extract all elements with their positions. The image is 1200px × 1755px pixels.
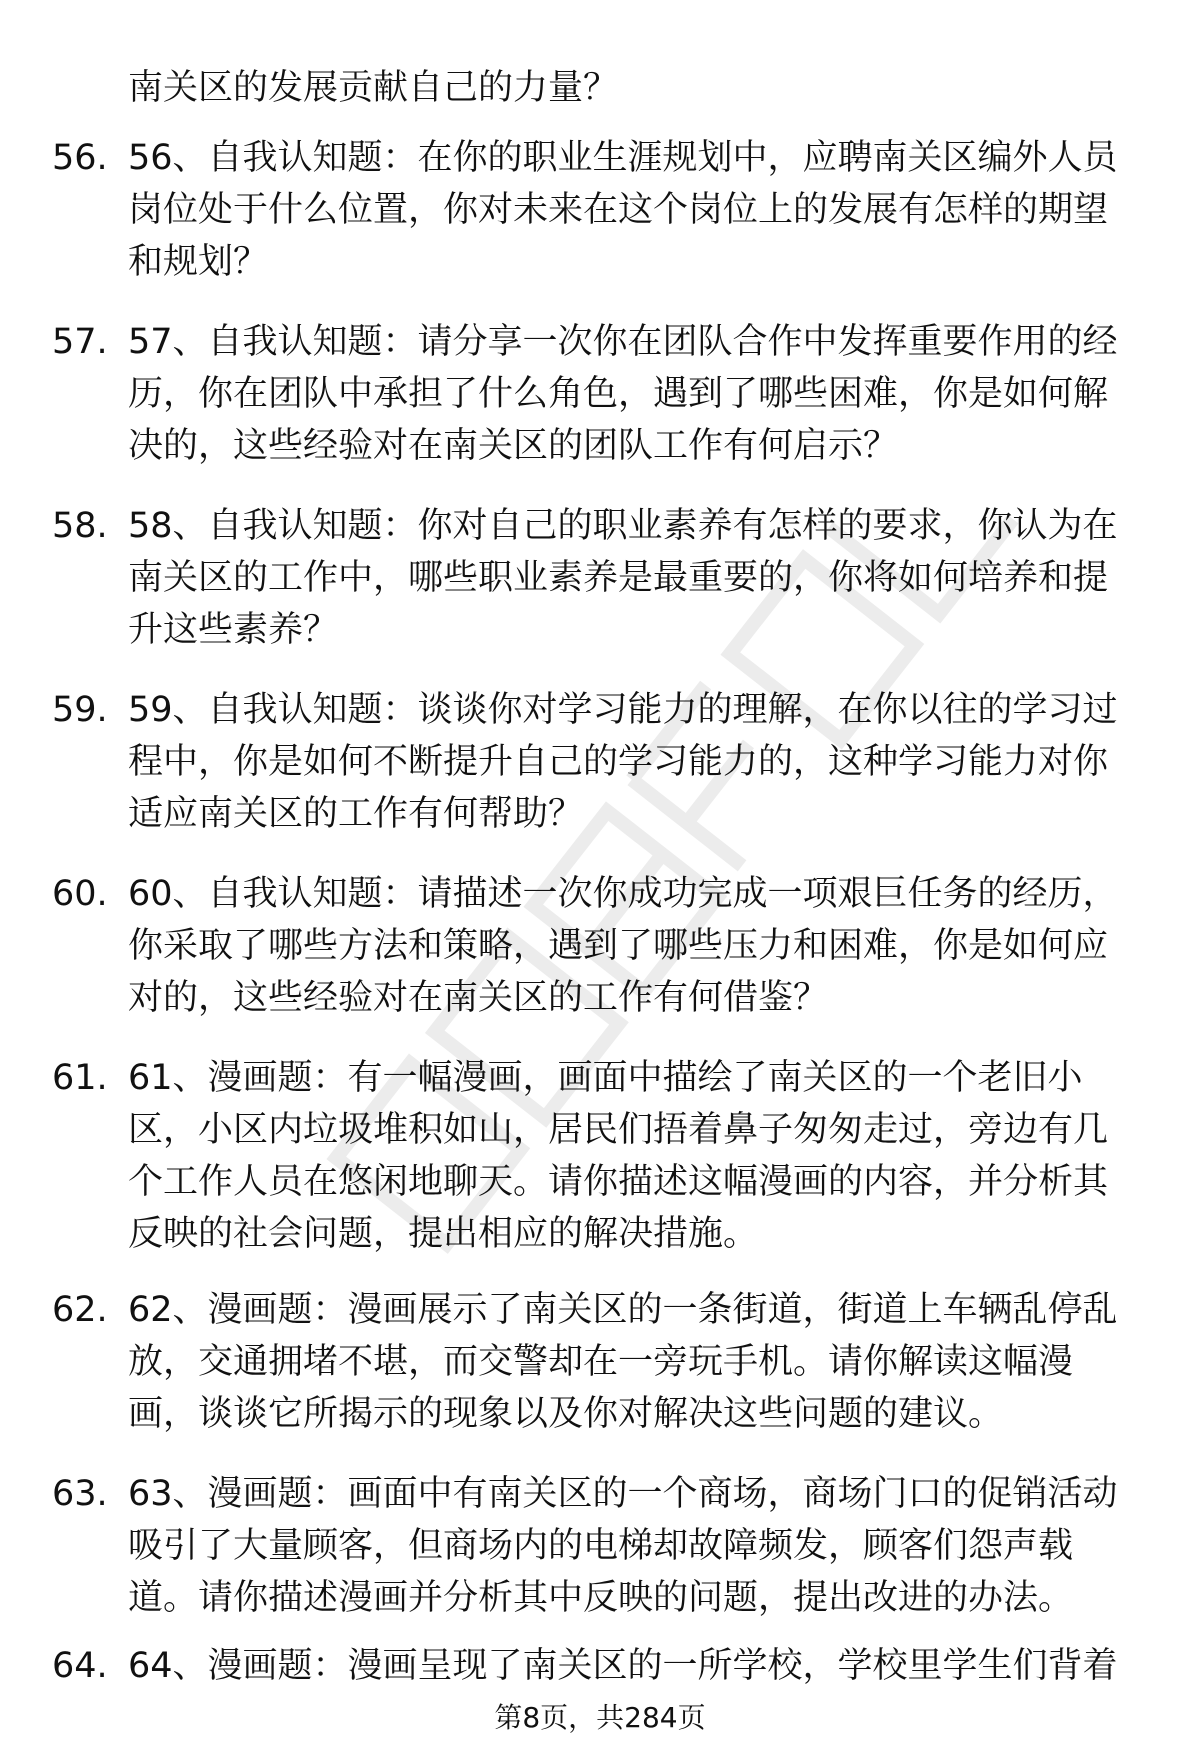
item-line: 个工作人员在悠闲地聊天。请你描述这幅漫画的内容，并分析其 bbox=[128, 1162, 1109, 1202]
item-line: 南关区的工作中，哪些职业素养是最重要的，你将如何培养和提 bbox=[128, 558, 1109, 598]
item-line: 59、自我认知题：谈谈你对学习能力的理解，在你以往的学习过 bbox=[128, 690, 1118, 730]
item-number: 61. bbox=[52, 1058, 108, 1098]
item-line: 决的，这些经验对在南关区的团队工作有何启示？ bbox=[128, 426, 899, 466]
item-text bbox=[128, 132, 1148, 288]
item-line: 64、漫画题：漫画呈现了南关区的一所学校，学校里学生们背着 bbox=[128, 1646, 1118, 1686]
item-line: 适应南关区的工作有何帮助？ bbox=[128, 794, 584, 834]
item-number: 64. bbox=[52, 1646, 108, 1686]
item-text bbox=[128, 1052, 1148, 1260]
item-number: 56. bbox=[52, 138, 108, 178]
item-number: 58. bbox=[52, 506, 108, 546]
item-number: 59. bbox=[52, 690, 108, 730]
item-line: 57、自我认知题：请分享一次你在团队合作中发挥重要作用的经 bbox=[128, 322, 1118, 362]
item-line: 吸引了大量顾客，但商场内的电梯却故障频发，顾客们怨声载 bbox=[128, 1526, 1074, 1566]
item-line: 58、自我认知题：你对自己的职业素养有怎样的要求，你认为在 bbox=[128, 506, 1118, 546]
item-line: 63、漫画题：画面中有南关区的一个商场，商场门口的促销活动 bbox=[128, 1474, 1118, 1514]
item-text bbox=[128, 1284, 1148, 1440]
item-line: 56、自我认知题：在你的职业生涯规划中，应聘南关区编外人员 bbox=[128, 138, 1118, 178]
item-line: 60、自我认知题：请描述一次你成功完成一项艰巨任务的经历， bbox=[128, 874, 1118, 914]
item-line: 和规划？ bbox=[128, 242, 269, 282]
item-line: 对的，这些经验对在南关区的工作有何借鉴？ bbox=[128, 978, 829, 1018]
item-number: 60. bbox=[52, 874, 108, 914]
item-line: 放，交通拥堵不堪，而交警却在一旁玩手机。请你解读这幅漫 bbox=[128, 1342, 1074, 1382]
continued-text: 南关区的发展贡献自己的力量？ bbox=[128, 68, 619, 108]
item-line: 61、漫画题：有一幅漫画，画面中描绘了南关区的一个老旧小 bbox=[128, 1058, 1083, 1098]
item-line: 历，你在团队中承担了什么角色，遇到了哪些困难，你是如何解 bbox=[128, 374, 1109, 414]
item-number: 63. bbox=[52, 1474, 108, 1514]
item-text bbox=[128, 1640, 1148, 1692]
item-line: 区，小区内垃圾堆积如山，居民们捂着鼻子匆匆走过，旁边有几 bbox=[128, 1110, 1109, 1150]
item-number: 57. bbox=[52, 322, 108, 362]
item-text bbox=[128, 868, 1148, 1024]
item-line: 反映的社会问题，提出相应的解决措施。 bbox=[128, 1214, 759, 1254]
item-line: 你采取了哪些方法和策略，遇到了哪些压力和困难，你是如何应 bbox=[128, 926, 1109, 966]
item-line: 62、漫画题：漫画展示了南关区的一条街道，街道上车辆乱停乱 bbox=[128, 1290, 1118, 1330]
item-text bbox=[128, 684, 1148, 840]
page-footer: 第8页，共284页 bbox=[494, 1701, 706, 1734]
item-number: 62. bbox=[52, 1290, 108, 1330]
item-text bbox=[128, 316, 1148, 472]
item-text bbox=[128, 1468, 1148, 1624]
item-text bbox=[128, 500, 1148, 656]
item-line: 升这些素养？ bbox=[128, 610, 339, 650]
item-line: 岗位处于什么位置，你对未来在这个岗位上的发展有怎样的期望 bbox=[128, 190, 1109, 230]
item-line: 程中，你是如何不断提升自己的学习能力的，这种学习能力对你 bbox=[128, 742, 1109, 782]
item-line: 道。请你描述漫画并分析其中反映的问题，提出改进的办法。 bbox=[128, 1578, 1074, 1618]
item-line: 画，谈谈它所揭示的现象以及你对解决这些问题的建议。 bbox=[128, 1394, 1004, 1434]
